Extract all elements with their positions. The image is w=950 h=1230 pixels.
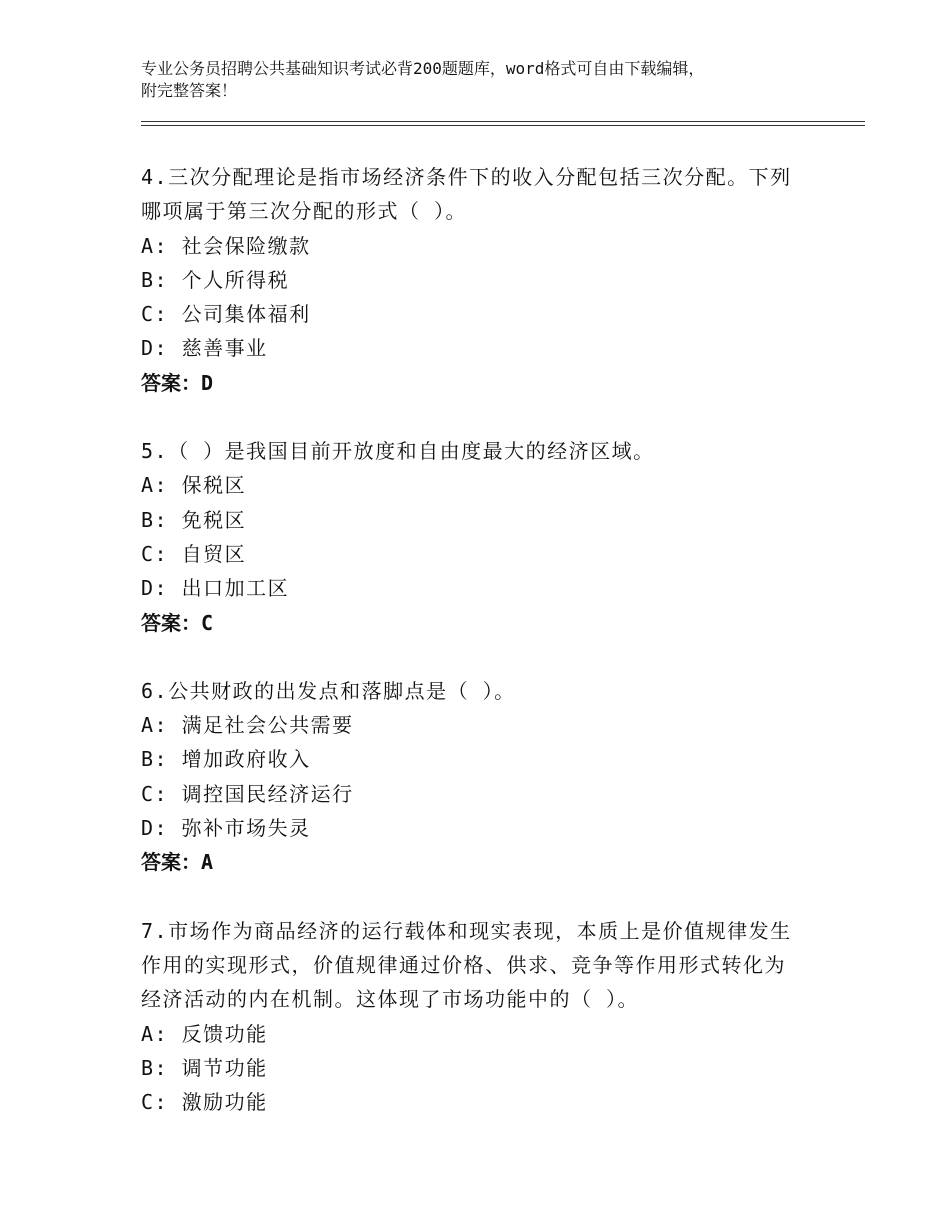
option-b: B: 个人所得税: [141, 267, 290, 292]
option-b: B: 免税区: [141, 507, 247, 532]
answer-label: 答案：C: [141, 610, 214, 635]
question-7: [141, 914, 821, 1120]
question-stem-line: 4.三次分配理论是指市场经济条件下的收入分配包括三次分配。下列: [141, 165, 792, 189]
option-c: C: 公司集体福利: [141, 302, 311, 327]
option-d: D: 慈善事业: [141, 336, 268, 361]
question-stem-line: 6.公共财政的出发点和落脚点是（ ）。: [141, 678, 516, 703]
option-b: B: 增加政府收入: [141, 747, 311, 772]
question-stem-line: 7.市场作为商品经济的运行载体和现实表现，本质上是价值规律发生: [141, 918, 792, 943]
question-6: [141, 674, 821, 880]
document-header: [141, 58, 821, 102]
question-list: [141, 160, 821, 1153]
header-line-1: 专业公务员招聘公共基础知识考试必背200题题库，word格式可自由下载编辑，: [141, 59, 705, 78]
option-a: A: 社会保险缴款: [141, 233, 311, 258]
question-5: [141, 434, 821, 640]
option-d: D: 弥补市场失灵: [141, 816, 311, 841]
question-4: [141, 160, 821, 400]
option-c: C: 自贸区: [141, 541, 247, 566]
option-d: D: 出口加工区: [141, 576, 290, 601]
question-stem-line: 经济活动的内在机制。这体现了市场功能中的（ ）。: [141, 987, 640, 1012]
answer-label: 答案：A: [141, 850, 214, 875]
header-double-rule: [141, 121, 865, 126]
option-a: A: 满足社会公共需要: [141, 713, 354, 738]
option-a: A: 反馈功能: [141, 1021, 268, 1046]
question-stem-line: 哪项属于第三次分配的形式（ ）。: [141, 199, 468, 224]
option-c: C: 激励功能: [141, 1090, 268, 1115]
question-stem-line: 5.（ ）是我国目前开放度和自由度最大的经济区域。: [141, 439, 655, 464]
header-line-2: 附完整答案！: [141, 81, 238, 100]
option-a: A: 保税区: [141, 473, 247, 498]
question-stem-line: 作用的实现形式，价值规律通过价格、供求、竞争等作用形式转化为: [141, 952, 786, 977]
option-b: B: 调节功能: [141, 1055, 268, 1080]
option-c: C: 调控国民经济运行: [141, 781, 354, 806]
answer-label: 答案：D: [141, 370, 214, 395]
